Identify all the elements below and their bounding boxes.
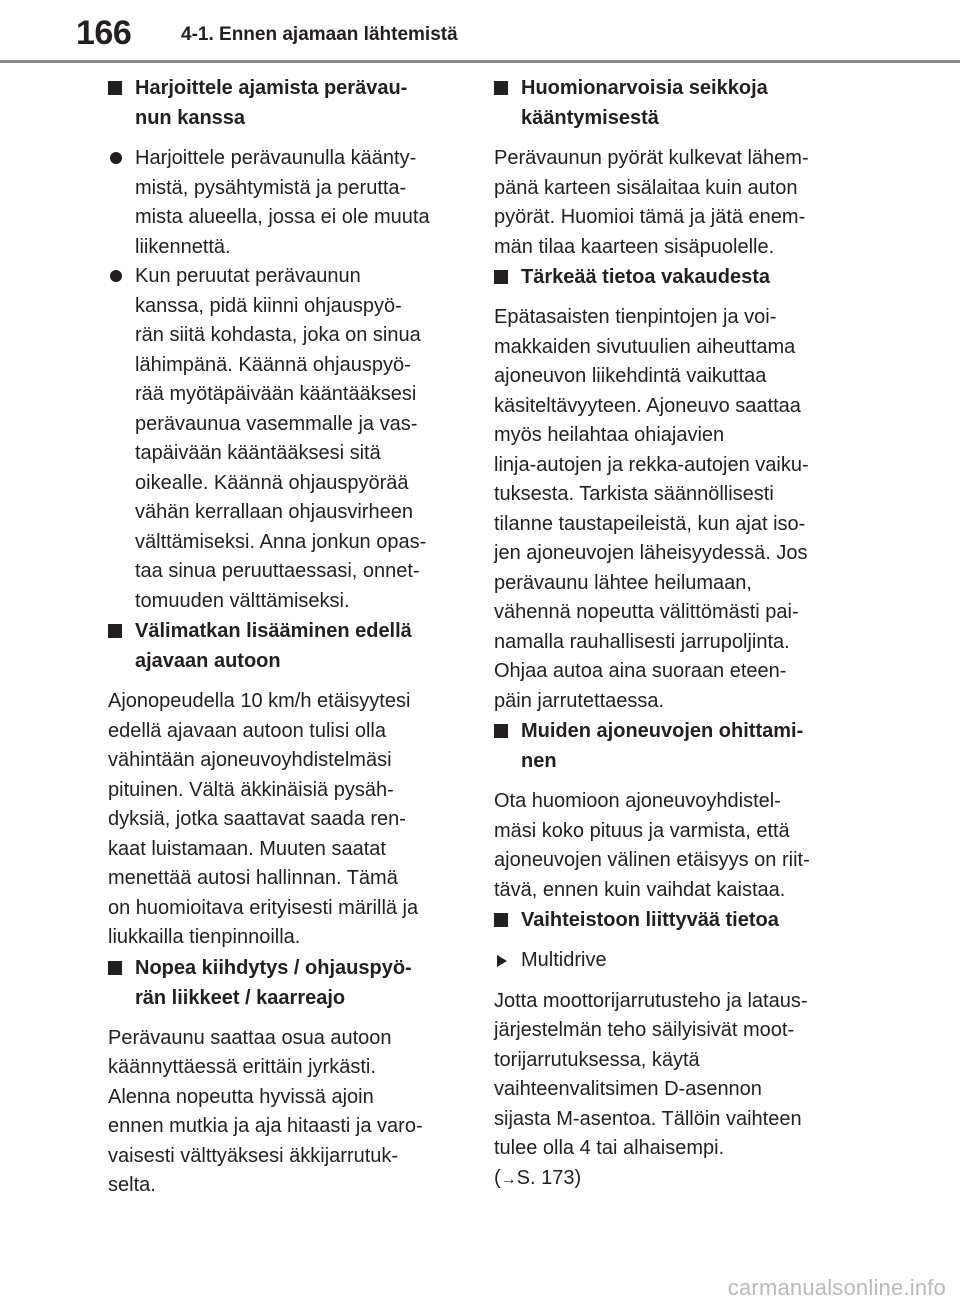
heading-stability: Tärkeää tietoa vakaudesta <box>494 262 839 292</box>
heading-distance: Välimatkan lisääminen edellä ajavaan autoon <box>108 616 453 676</box>
paragraph-acceleration: Perävaunu saattaa osua autoon käännyttäessä erittäin jyrkästi. Alenna nopeutta hyvissä ajoin ennen mutkia ja aja hitaasti ja varo- vaisesti välttyäksesi äkkijarrutuk- selta. <box>108 1026 423 1196</box>
page-reference-link[interactable]: (→S. 173) <box>494 1166 582 1189</box>
bullet-reversing: Kun peruutat perävaunun kanssa, pidä kiinni ohjauspyö- rän siitä kohdasta, joka on sinua lähimpänä. Käännä ohjauspyö- rää myötäpäivään kääntääksesi perävaunua vasemmalle ja vas- tapäivään kääntääksesi sitä oikealle. Käännä ohjauspyörää vähän kerrallaan ohjausvirheen välttämiseksi. Anna jonkun opas- taa sinua peruuttaessasi, onnet- tomuuden välttämiseksi. <box>108 262 453 616</box>
round-bullet-icon <box>110 152 122 164</box>
section-title: 4-1. Ennen ajamaan lähtemistä <box>181 24 458 45</box>
watermark: carmanualsonline.info <box>727 1275 946 1300</box>
left-column <box>108 73 453 1201</box>
square-bullet-icon <box>494 724 508 738</box>
paragraph-transmission: Jotta moottorijarrutusteho ja lataus- järjestelmän teho säilyisivät moot- torijarrutuksessa, käytä vaihteenvalitsimen D-asennon sijasta M-asentoa. Tällöin vaihteen tulee olla 4 tai alhaisempi. (→S. 173) <box>494 987 839 1195</box>
heading-acceleration: Nopea kiihdytys / ohjauspyö- rän liikkeet / kaarreajo <box>108 953 453 1013</box>
heading-transmission: Vaihteistoon liittyvää tietoa <box>494 905 839 935</box>
square-bullet-icon <box>108 81 122 95</box>
right-column <box>494 73 839 1194</box>
square-bullet-icon <box>108 624 122 638</box>
subheading-multidrive: Multidrive <box>494 946 839 976</box>
paragraph-overtaking: Ota huomioon ajoneuvoyhdistel- mäsi koko pituus ja varmista, että ajoneuvojen välinen etäisyys on riit- tävä, ennen kuin vaihdat kaistaa. <box>494 790 810 901</box>
arrow-right-icon: → <box>500 1170 517 1188</box>
header-rule <box>0 60 960 63</box>
square-bullet-icon <box>494 913 508 927</box>
square-bullet-icon <box>494 270 508 284</box>
round-bullet-icon <box>110 270 122 282</box>
heading-overtaking: Muiden ajoneuvojen ohittami- nen <box>494 716 839 776</box>
heading-practice-driving: Harjoittele ajamista perävau- nun kanssa <box>108 73 453 133</box>
paragraph-stability: Epätasaisten tienpintojen ja voi- makkaiden sivutuulien aiheuttama ajoneuvon liikehdintä vaikuttaa käsiteltävyyteen. Ajoneuvo saattaa myös heilahtaa ohiajavien linja-autojen ja rekka-autojen vaiku- tuksesta. Tarkista säännöllisesti tilanne taustapeileistä, kun ajat iso- jen ajoneuvojen läheisyydessä. Jos perävaunu lähtee heilumaan, vähennä nopeutta välittömästi pai- namalla rauhallisesti jarrupoljinta. Ohjaa autoa aina suoraan eteen- päin jarrutettaessa. <box>494 306 809 712</box>
triangle-bullet-icon <box>497 955 507 967</box>
page-number: 166 <box>76 14 132 52</box>
bullet-practice: Harjoittele perävaunulla käänty- mistä, pysähtymistä ja perutta- mista alueella, jossa ei ole muuta liikennettä. <box>108 144 453 262</box>
square-bullet-icon <box>108 961 122 975</box>
square-bullet-icon <box>494 81 508 95</box>
paragraph-distance: Ajonopeudella 10 km/h etäisyytesi edellä ajavaan autoon tulisi olla vähintään ajoneuvoyhdistelmäsi pituinen. Vältä äkkinäisiä pysäh- dyksiä, jotka saattavat saada ren- kaat luistamaan. Muuten saatat menettää autosi hallinnan. Tämä on huomioitava erityisesti märillä ja liukkailla tienpinnoilla. <box>108 690 419 948</box>
page-header <box>0 0 960 64</box>
heading-turning: Huomionarvoisia seikkoja kääntymisestä <box>494 73 839 133</box>
paragraph-turning: Perävaunun pyörät kulkevat lähem- pänä karteen sisälaitaa kuin auton pyörät. Huomioi tämä ja jätä enem- män tilaa kaarteen sisäpuolelle. <box>494 147 809 258</box>
